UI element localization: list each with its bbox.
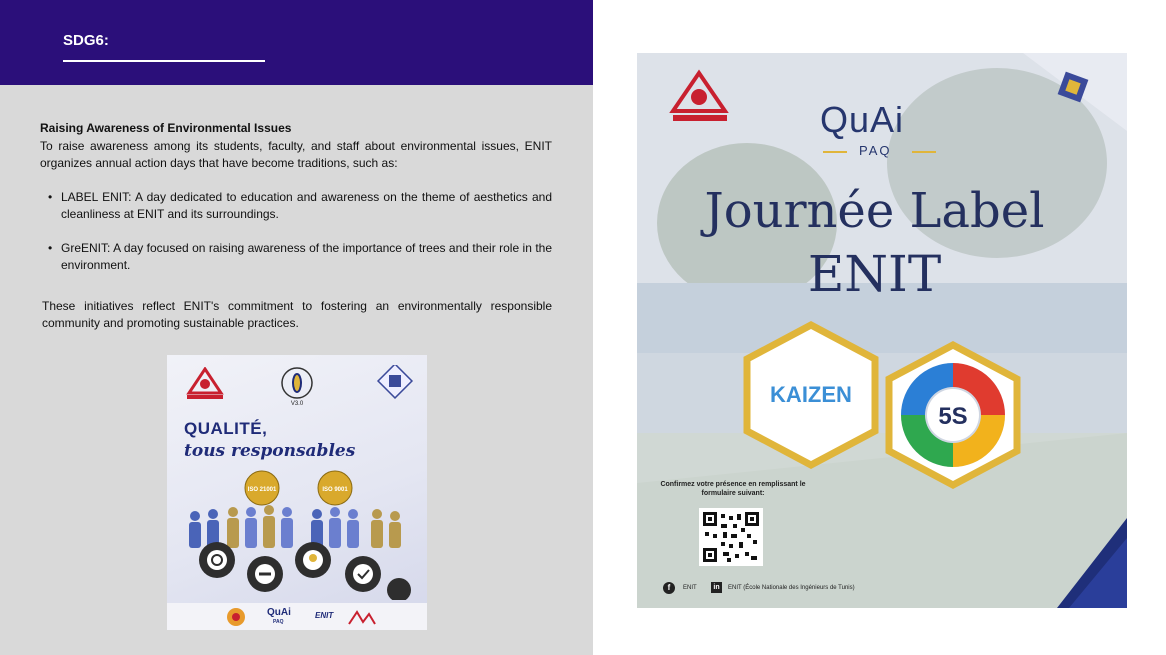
linkedin-label: ENIT (École Nationale des Ingénieurs de Tunis) — [728, 585, 855, 591]
header-band — [0, 0, 593, 85]
university-logo-icon — [669, 69, 731, 127]
quality-day-poster — [167, 355, 427, 630]
five-s-label: 5S — [938, 403, 968, 430]
poster-title-line1: Journée Label — [704, 183, 1045, 239]
partner-logo-icon — [347, 608, 377, 628]
list-item-text: LABEL ENIT: A day dedicated to education and awareness on the theme of aesthetics and cleanliness at ENIT and its surroundings. — [61, 190, 552, 221]
quality-day-badge-icon — [279, 363, 315, 407]
closing-paragraph: These initiatives reflect ENIT's commitment to fostering an environmentally responsible community and promoting sustainable practices. — [42, 299, 552, 330]
list-item-text: GreENIT: A day focused on raising awareness of the importance of trees and their role in the environment. — [61, 241, 552, 272]
iso-9001-label: ISO 9001 — [322, 487, 348, 493]
poster-footer — [167, 603, 427, 630]
brand-rule-right — [912, 151, 936, 153]
qr-code-icon — [703, 512, 759, 562]
kaizen-5s-badges — [741, 321, 1031, 501]
kaizen-label: KAIZEN — [770, 382, 852, 407]
linkedin-icon: in — [711, 582, 722, 593]
institution-logo-icon — [375, 365, 415, 399]
quai-brand — [820, 99, 904, 141]
poster-title-line2: ENIT — [807, 245, 942, 303]
section-heading: Raising Awareness of Environmental Issues — [40, 121, 292, 135]
footer-enit: ENIT — [315, 611, 334, 620]
poster-title-line2: tous responsables — [184, 441, 356, 461]
facebook-icon: f — [663, 582, 675, 594]
label-day-poster — [637, 53, 1127, 608]
list-item — [46, 189, 552, 223]
intro-paragraph: To raise awareness among its students, faculty, and staff about environmental issues, ENIT organizes annual action days that have become traditions, such as: — [40, 139, 552, 170]
team-gears-illustration — [177, 470, 417, 600]
iso-21001-label: ISO 21001 — [247, 487, 277, 493]
footer-quai: QuAi — [267, 607, 291, 618]
quality-version: V3.0 — [290, 401, 304, 407]
registration-qr-code — [699, 508, 763, 566]
institution-logo-icon — [1023, 53, 1127, 131]
list-item — [46, 240, 552, 274]
confirm-instruction: Confirmez votre présence en remplissant le formulaire suivant: — [660, 481, 806, 497]
page-title: SDG6: — [63, 32, 109, 49]
bullet-dot-icon: • — [48, 190, 53, 204]
facebook-label: ENIT — [683, 585, 697, 591]
university-logo-icon — [185, 367, 225, 401]
bullet-dot-icon: • — [48, 241, 53, 255]
partner-logo-icon — [225, 606, 247, 628]
paq-label: PAQ — [859, 143, 892, 158]
title-underline — [63, 60, 265, 62]
brand-rule-left — [823, 151, 847, 153]
poster-title-line1: QUALITÉ, — [184, 419, 268, 438]
footer-paq: PAQ — [273, 619, 284, 625]
initiatives-list — [46, 189, 552, 291]
quai-brand-text: QuAi — [820, 99, 905, 140]
corner-decoration — [1057, 518, 1127, 608]
